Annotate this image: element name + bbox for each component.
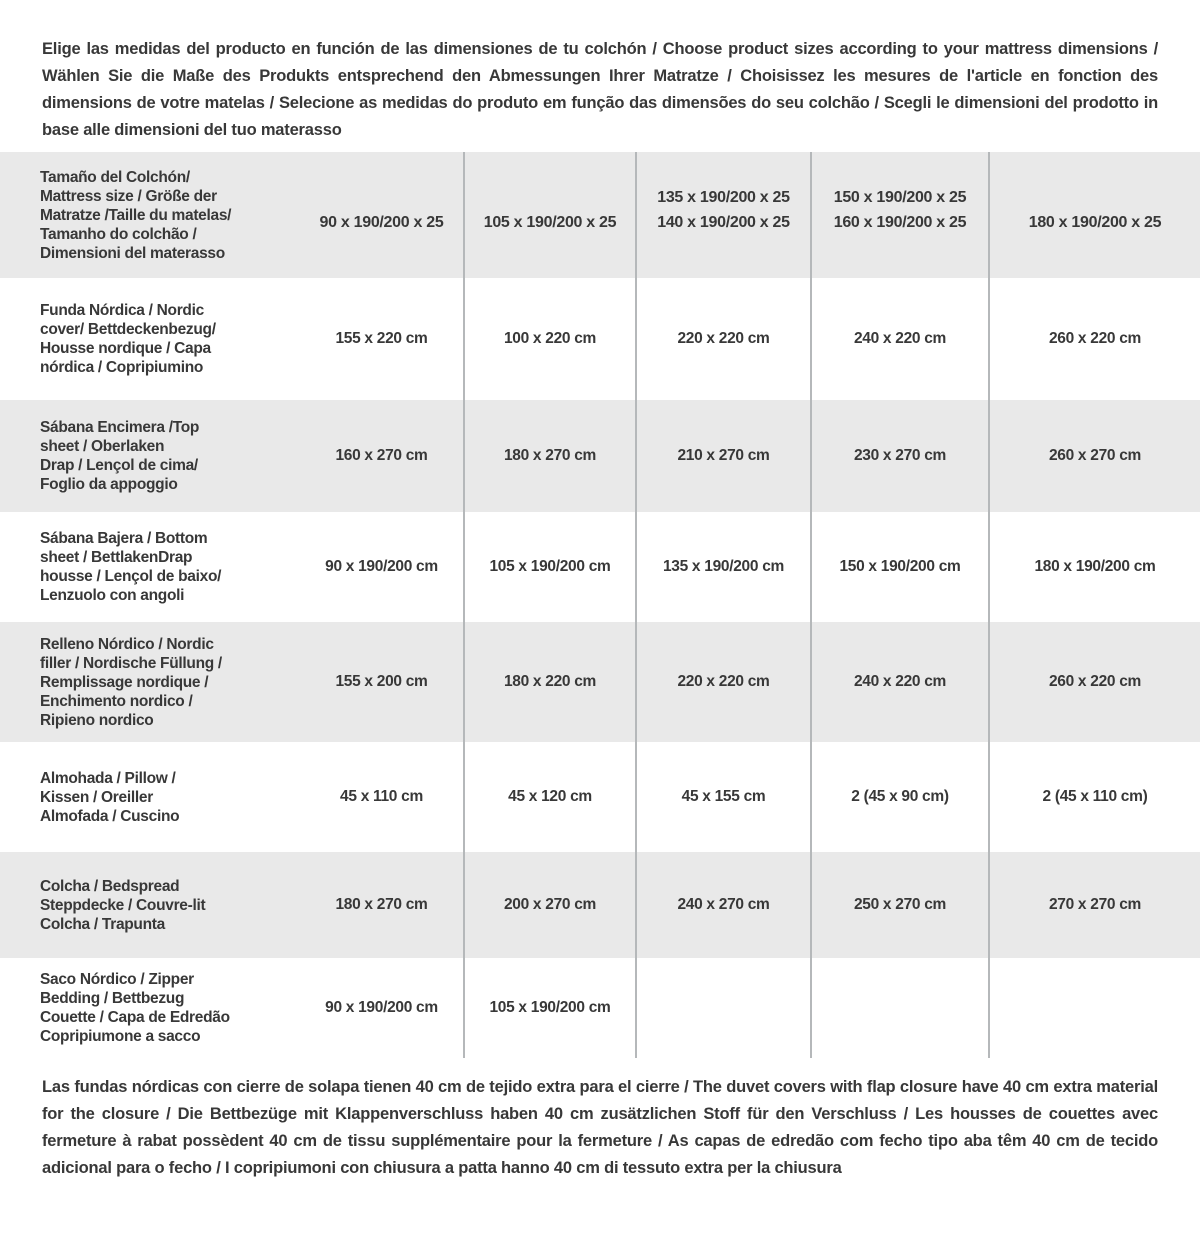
row-label-line: Colcha / Trapunta <box>40 915 165 933</box>
row-label-line: Sábana Bajera / Bottom <box>40 530 208 547</box>
header-size-cell <box>990 152 1200 278</box>
row-label <box>0 400 300 512</box>
size-value-cell: 240 x 220 cm <box>812 622 990 742</box>
size-value-cell: 155 x 220 cm <box>300 278 465 400</box>
size-value-cell: 240 x 270 cm <box>637 852 812 958</box>
row-label-line: Funda Nórdica / Nordic <box>40 302 204 319</box>
size-value-cell: 2 (45 x 110 cm) <box>1042 788 1148 805</box>
size-value-cell: 135 x 190/200 cm <box>637 512 812 622</box>
row-label-line: Bedding / Bettbezug <box>40 990 185 1007</box>
size-value-cell: 220 x 220 cm <box>637 278 812 400</box>
size-value-cell: 45 x 120 cm <box>465 742 637 852</box>
header-size-line: 90 x 190/200 x 25 <box>319 214 444 231</box>
table-row-relleno-nordico <box>0 622 1200 742</box>
size-value-cell: 210 x 270 cm <box>637 400 812 512</box>
row-label-line: cover/ Bettdeckenbezug/ <box>40 321 216 338</box>
row-label-line: Steppdecke / Couvre-lit <box>40 896 206 914</box>
row-label-line: Kissen / Oreiller <box>40 788 153 806</box>
row-label <box>0 742 300 852</box>
size-value-cell <box>812 958 990 1058</box>
row-label-line: Housse nordique / Capa <box>40 340 211 357</box>
row-label-line: Foglio da appoggio <box>40 476 178 493</box>
size-value-cell: 160 x 270 cm <box>300 400 465 512</box>
size-value-cell: 105 x 190/200 cm <box>465 958 637 1058</box>
row-label <box>0 958 300 1058</box>
header-size-line: 135 x 190/200 x 25 <box>657 189 790 206</box>
size-value-cell: 180 x 190/200 cm <box>1034 558 1156 575</box>
table-row-saco-nordico <box>0 958 1200 1058</box>
row-label-line: Remplissage nordique / <box>40 673 209 691</box>
size-value-cell: 100 x 220 cm <box>465 278 637 400</box>
size-value-cell: 90 x 190/200 cm <box>300 512 465 622</box>
table-row-sabana-encimera <box>0 400 1200 512</box>
row-label-line: Lenzuolo con angoli <box>40 587 185 604</box>
row-label-line: Sábana Encimera /Top <box>40 419 200 436</box>
size-value-cell: 150 x 190/200 cm <box>812 512 990 622</box>
size-value-cell <box>637 958 812 1058</box>
row-label-line: Enchimento nordico / <box>40 692 193 710</box>
size-value-cell: 180 x 270 cm <box>465 400 637 512</box>
row-label-line: Tamanho do colchão / <box>40 225 197 243</box>
footnote-paragraph: Las fundas nórdicas con cierre de solapa tienen 40 cm de tejido extra para el cierre / The duvet covers with flap closure have 40 cm extra material for the closure / Die Bettbezüge mit Klappenverschluss haben 40 cm zusätzlichen Stoff für den Verschluss / Les housses de couettes avec fermeture à rabat possèdent 40 cm de tissu supplémentaire pour la fermeture / As capas de edredão com fecho tipo aba têm 40 cm de tecido adicional para o fecho / I copripiumoni con chiusura a patta hanno 40 cm di tessuto extra per la chiusura <box>42 1078 1158 1177</box>
header-size-line: 140 x 190/200 x 25 <box>657 214 790 231</box>
header-size-line: 180 x 190/200 x 25 <box>1028 214 1162 231</box>
size-value-cell: 45 x 110 cm <box>300 742 465 852</box>
table-row-header <box>0 152 1200 278</box>
row-label <box>0 512 300 622</box>
row-label-line: Saco Nórdico / Zipper <box>40 971 194 988</box>
size-value-cell: 230 x 270 cm <box>812 400 990 512</box>
size-value-cell: 240 x 220 cm <box>812 278 990 400</box>
row-label <box>0 622 300 742</box>
row-label-line: nórdica / Copripiumino <box>40 359 204 376</box>
row-label-line: Almohada / Pillow / <box>40 769 176 787</box>
header-size-cell <box>812 152 990 278</box>
row-label-line: Tamaño del Colchón/ <box>40 168 190 186</box>
size-value-cell: 200 x 270 cm <box>465 852 637 958</box>
table-row-sabana-bajera <box>0 512 1200 622</box>
row-label-line: Copripiumone a sacco <box>40 1028 201 1045</box>
size-value-cell: 180 x 270 cm <box>300 852 465 958</box>
size-value-cell <box>990 958 1200 1058</box>
size-value-cell: 105 x 190/200 cm <box>465 512 637 622</box>
size-value-cell: 45 x 155 cm <box>637 742 812 852</box>
size-value-cell: 90 x 190/200 cm <box>300 958 465 1058</box>
row-label-line: Ripieno nordico <box>40 711 154 729</box>
size-value-cell: 250 x 270 cm <box>812 852 990 958</box>
size-value-cell: 260 x 220 cm <box>1048 673 1142 690</box>
row-label-line: Colcha / Bedspread <box>40 877 180 895</box>
row-label-line: Couette / Capa de Edredão <box>40 1009 230 1026</box>
row-label <box>0 152 300 278</box>
header-size-cell <box>465 152 637 278</box>
table-row-colcha <box>0 852 1200 958</box>
row-label-line: Matratze /Taille du matelas/ <box>40 206 232 224</box>
row-label-line: Dimensioni del materasso <box>40 244 225 262</box>
intro-paragraph: Elige las medidas del producto en función de las dimensiones de tu colchón / Choose product sizes according to your mattress dimensions / Wählen Sie die Maße des Produkts entsprechend den Abmessungen Ihrer Matratze / Choisissez les mesures de l'article en fonction des dimensions de votre matelas / Selecione as medidas do produto em função das dimensões do seu colchão / Scegli le dimensioni del prodotto in base alle dimensioni del tuo materasso <box>42 40 1158 139</box>
header-size-line: 160 x 190/200 x 25 <box>833 214 967 231</box>
size-value-cell: 2 (45 x 90 cm) <box>812 742 990 852</box>
header-size-line: 150 x 190/200 x 25 <box>833 189 967 206</box>
size-value-cell: 260 x 270 cm <box>1048 447 1142 464</box>
table-row-almohada <box>0 742 1200 852</box>
header-size-cell <box>300 152 465 278</box>
row-label-line: sheet / BettlakenDrap <box>40 549 193 566</box>
row-label-line: filler / Nordische Füllung / <box>40 654 222 672</box>
row-label-line: Almofada / Cuscino <box>40 807 180 825</box>
size-value-cell: 270 x 270 cm <box>1048 896 1142 913</box>
size-value-cell: 155 x 200 cm <box>300 622 465 742</box>
size-value-cell: 260 x 220 cm <box>1048 330 1142 347</box>
row-label-line: Drap / Lençol de cima/ <box>40 457 198 474</box>
row-label-line: Relleno Nórdico / Nordic <box>40 635 214 653</box>
size-value-cell: 180 x 220 cm <box>465 622 637 742</box>
row-label <box>0 278 300 400</box>
row-label-line: housse / Lençol de baixo/ <box>40 568 222 585</box>
row-label-line: sheet / Oberlaken <box>40 438 165 455</box>
header-size-line: 105 x 190/200 x 25 <box>483 214 617 231</box>
size-value-cell: 220 x 220 cm <box>637 622 812 742</box>
header-size-cell <box>637 152 812 278</box>
table-row-funda-nordica <box>0 278 1200 400</box>
row-label-line: Mattress size / Größe der <box>40 187 217 205</box>
row-label <box>0 852 300 958</box>
size-table <box>0 152 1200 1058</box>
